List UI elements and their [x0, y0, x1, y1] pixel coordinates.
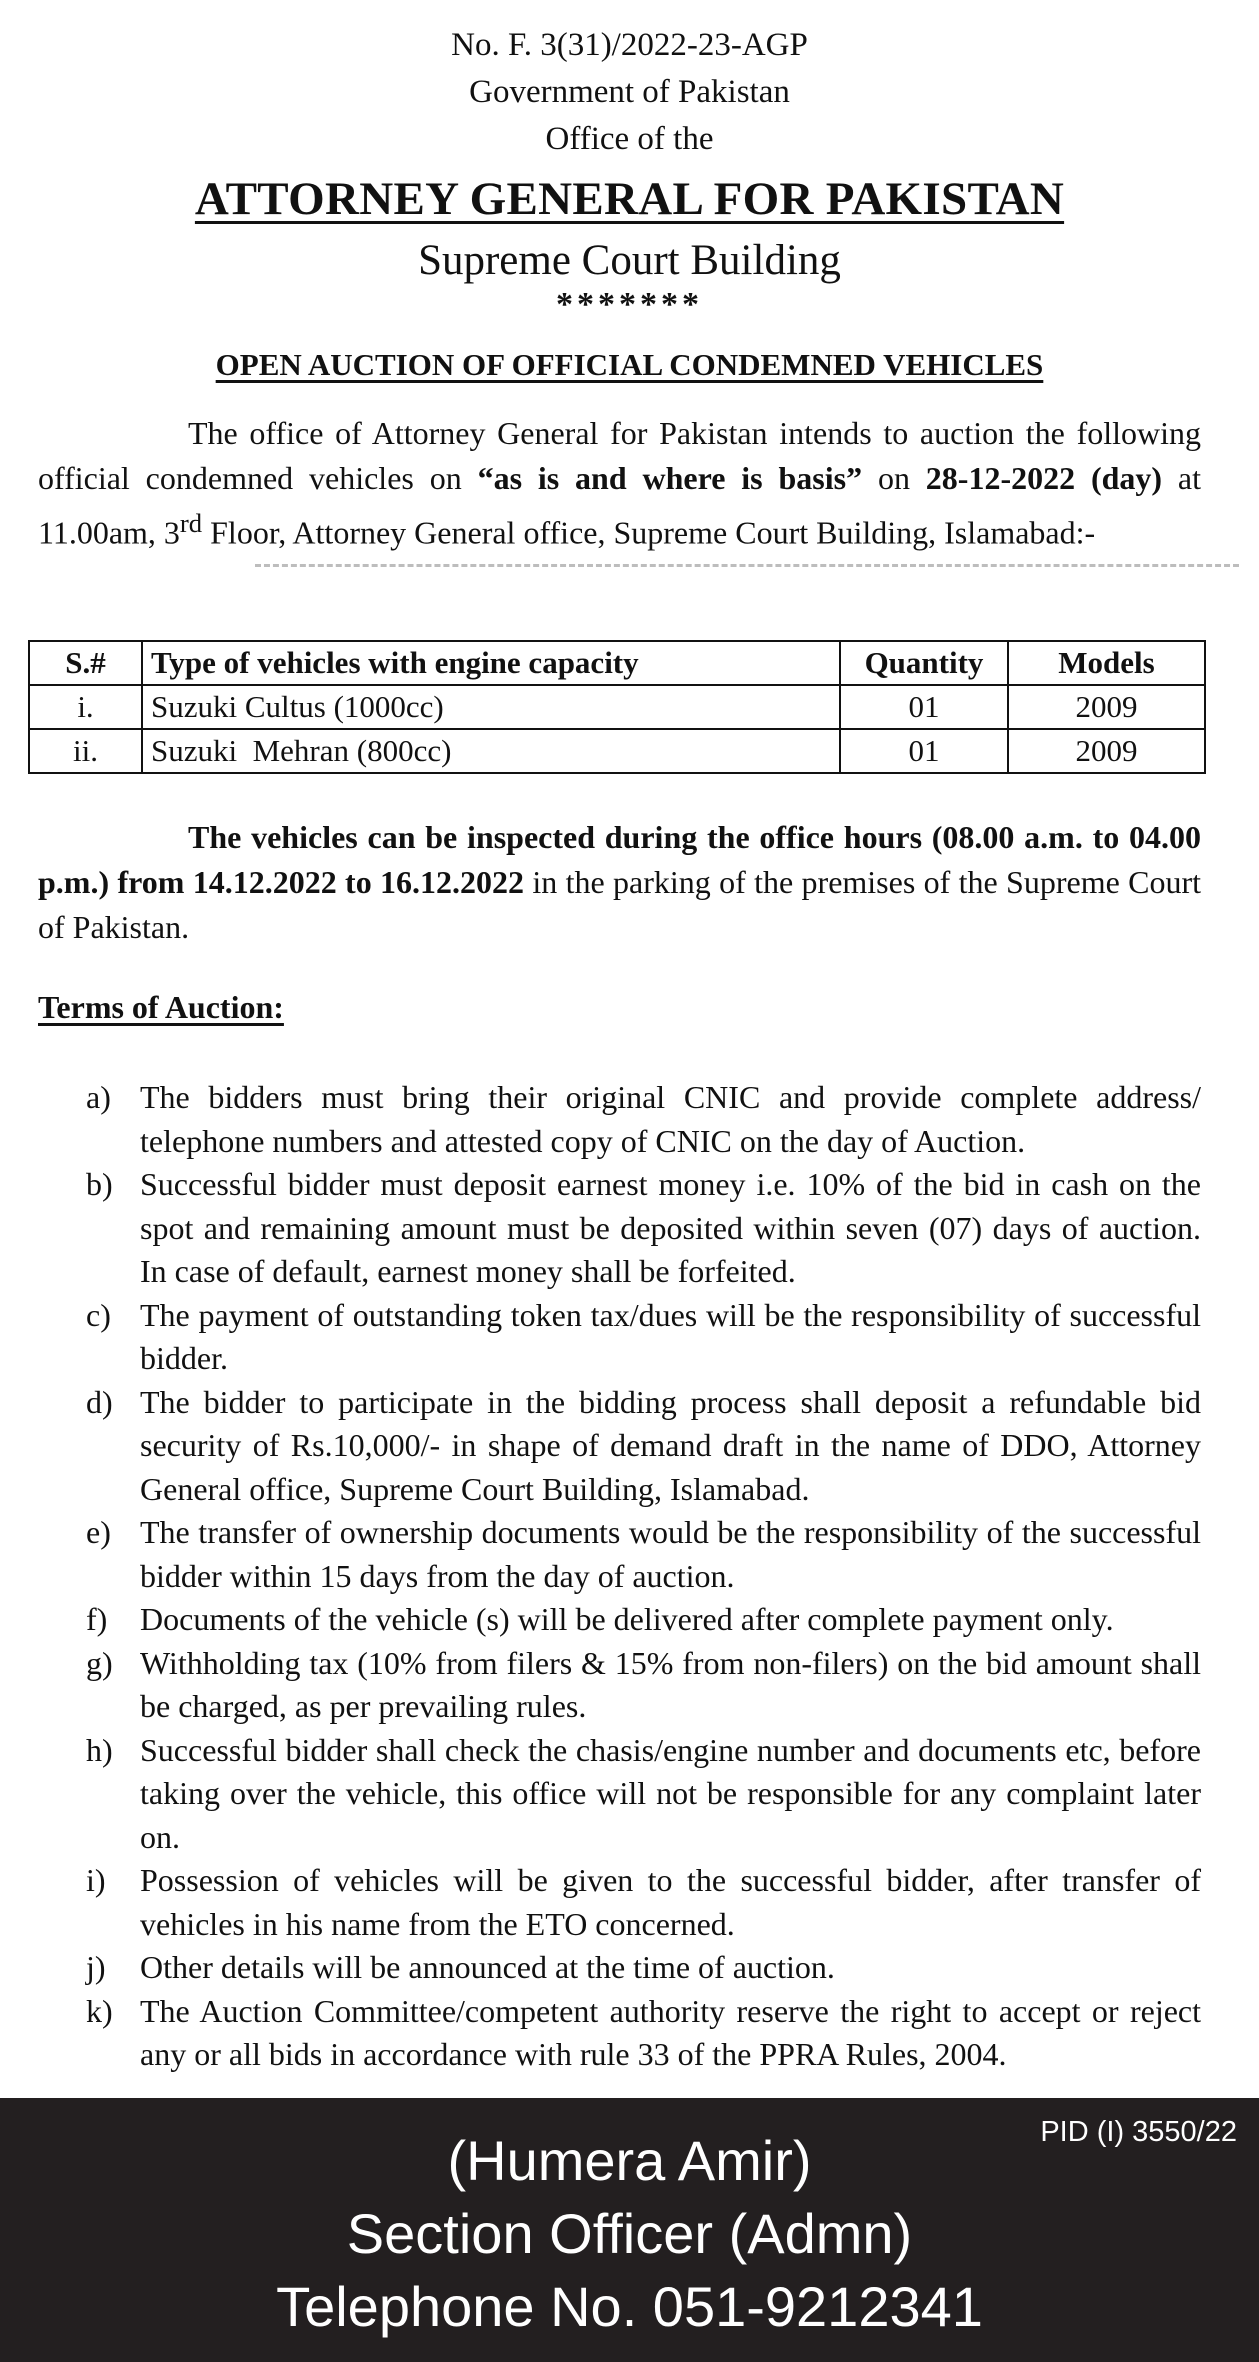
term-text: The bidders must bring their original CNIC and provide complete address/ telephone numbers and attested copy of CNIC on the day of Auction. — [140, 1079, 1201, 1159]
header-sn: S.# — [29, 641, 142, 685]
building-name: Supreme Court Building — [418, 237, 841, 284]
intro-basis: “as is and where is basis” — [477, 460, 863, 496]
cell-quantity: 01 — [840, 729, 1008, 773]
header-quantity: Quantity — [840, 641, 1008, 685]
pid-number: PID (I) 3550/22 — [1040, 2116, 1237, 2148]
term-text: Other details will be announced at the time of auction. — [140, 1949, 835, 1985]
list-item — [86, 1990, 1201, 2077]
term-label: e) — [86, 1514, 111, 1550]
table-row — [29, 685, 1205, 729]
separator-stars: ******* — [556, 286, 703, 323]
intro-text-3: at 11.00am, 3 — [38, 460, 1202, 551]
table-header-row — [29, 641, 1205, 685]
signatory-telephone: Telephone No. 051-9212341 — [276, 2275, 983, 2338]
term-label: c) — [86, 1296, 111, 1333]
office-of-line: Office of the — [545, 121, 714, 157]
header-models: Models — [1008, 641, 1205, 685]
list-item — [86, 1859, 1201, 1946]
term-text: The bidder to participate in the bidding process shall deposit a refundable bid security of Rs.10,000/- in shape of demand draft in the name of DDO, Attorney General office, Supreme Court Building, Islamabad. — [140, 1383, 1201, 1507]
intro-text-1: The office of Attorney General for Pakistan intends to auction the following official condemned vehicles on — [38, 415, 1201, 496]
list-item — [86, 1163, 1201, 1294]
list-item — [86, 1729, 1201, 1860]
cell-sn: i. — [29, 685, 142, 729]
term-label: f) — [86, 1601, 108, 1637]
term-label: h) — [86, 1731, 113, 1768]
auction-date: 28-12-2022 (day) — [925, 460, 1163, 496]
list-item — [86, 1598, 1201, 1642]
term-text: Possession of vehicles will be given to the successful bidder, after transfer of vehicles in his name from the ETO concerned. — [140, 1862, 1201, 1942]
term-text: The payment of outstanding token tax/dues will be the responsibility of successful bidder. — [140, 1296, 1201, 1376]
term-label: d) — [86, 1383, 113, 1420]
list-item — [86, 1076, 1201, 1163]
floor-ordinal: rd — [179, 508, 203, 538]
organization-title: ATTORNEY GENERAL FOR PAKISTAN — [194, 173, 1065, 225]
list-item — [86, 1381, 1201, 1512]
letterhead — [0, 22, 1259, 163]
term-label: g) — [86, 1644, 113, 1681]
header-type: Type of vehicles with engine capacity — [142, 641, 840, 685]
inspection-dates: The vehicles can be inspected during the office hours (08.00 a.m. to 04.00 p.m.) from 14.12.2022 to 16.12.2022 — [38, 819, 1201, 900]
list-item — [86, 1946, 1201, 1990]
terms-heading: Terms of Auction: — [38, 989, 284, 1025]
reference-number: No. F. 3(31)/2022-23-AGP — [451, 27, 808, 63]
list-item — [86, 1294, 1201, 1381]
signatory-block — [0, 2124, 1259, 2343]
government-line: Government of Pakistan — [469, 74, 790, 110]
intro-text-2: on — [862, 460, 926, 496]
vehicle-table — [28, 640, 1206, 774]
cell-sn: ii. — [29, 729, 142, 773]
term-label: k) — [86, 1992, 113, 2029]
term-text: Successful bidder must deposit earnest money i.e. 10% of the bid in cash on the spot and remaining amount must be deposited within seven (07) days of auction. In case of default, earnest money shall be forfeited. — [140, 1166, 1201, 1289]
term-label: a) — [86, 1079, 111, 1115]
signature-footer — [0, 2098, 1259, 2362]
cell-type: Suzuki Mehran (800cc) — [142, 729, 840, 773]
term-text: The transfer of ownership documents would be the responsibility of the successful bidder within 15 days from the day of auction. — [140, 1514, 1201, 1594]
inspection-block — [38, 815, 1201, 950]
scan-artifact-line — [255, 564, 1239, 575]
cell-model: 2009 — [1008, 685, 1205, 729]
list-item — [86, 1642, 1201, 1729]
intro-text-4: Floor, Attorney General office, Supreme Court Building, Islamabad:- — [202, 514, 1096, 551]
cell-type: Suzuki Cultus (1000cc) — [142, 685, 840, 729]
intro-paragraph — [38, 411, 1201, 556]
signatory-designation: Section Officer (Admn) — [346, 2202, 913, 2265]
table-row — [29, 729, 1205, 773]
signatory-name: (Humera Amir) — [447, 2129, 812, 2192]
term-label: b) — [86, 1166, 113, 1202]
term-text: Documents of the vehicle (s) will be delivered after complete payment only. — [140, 1601, 1114, 1637]
term-text: Withholding tax (10% from filers & 15% from non-filers) on the bid amount shall be charged, as per prevailing rules. — [140, 1644, 1201, 1724]
term-text: Successful bidder shall check the chasis/engine number and documents etc, before taking over the vehicle, this office will not be responsible for any complaint later on. — [140, 1731, 1201, 1855]
list-item — [86, 1511, 1201, 1598]
notice-title: OPEN AUCTION OF OFFICIAL CONDEMNED VEHICLES — [215, 347, 1044, 382]
terms-list — [86, 1076, 1201, 2077]
inspection-location: in the parking of the premises of the Supreme Court of Pakistan. — [38, 864, 1202, 945]
term-text: The Auction Committee/competent authority reserve the right to accept or reject any or all bids in accordance with rule 33 of the PPRA Rules, 2004. — [140, 1992, 1201, 2072]
cell-quantity: 01 — [840, 685, 1008, 729]
term-label: i) — [86, 1862, 106, 1898]
term-label: j) — [86, 1949, 106, 1985]
inspection-paragraph — [38, 815, 1201, 950]
cell-model: 2009 — [1008, 729, 1205, 773]
